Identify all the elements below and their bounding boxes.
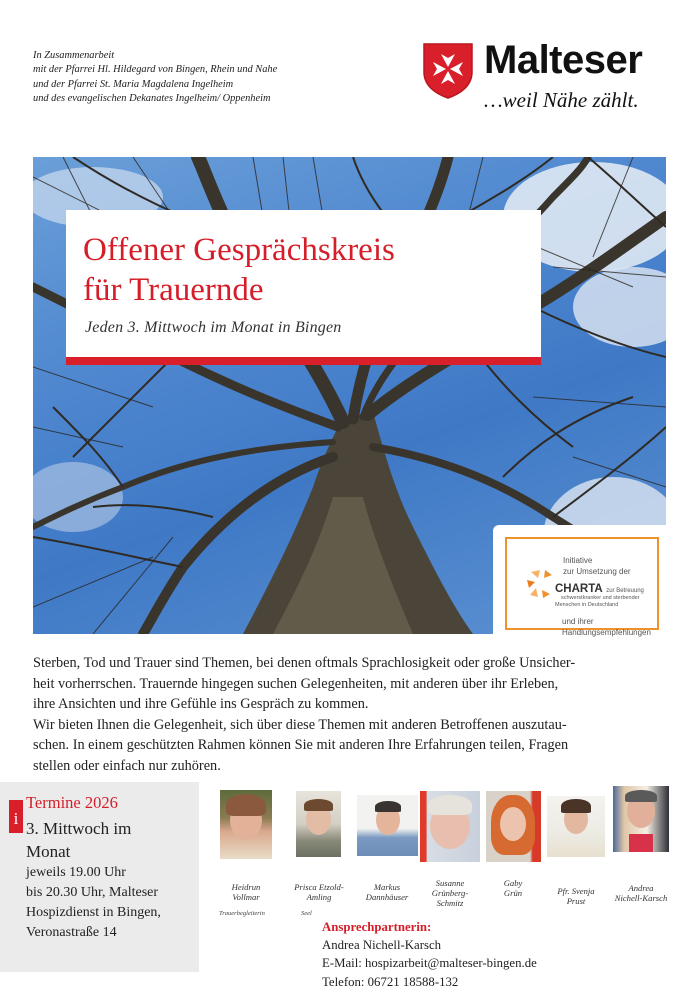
maltese-cross-shield-icon <box>422 42 474 99</box>
charta-line: schwerstkranker und sterbender <box>561 595 640 601</box>
member-name: Prisca Etzold- Amling <box>294 882 344 902</box>
charta-brand-word: CHARTA <box>555 583 603 595</box>
when-line: 3. Mittwoch im <box>26 819 132 838</box>
brand-tagline: …weil Nähe zählt. <box>484 88 639 112</box>
member-name: Pfr. Svenja Prust <box>557 886 595 906</box>
dates-box <box>0 782 199 972</box>
malteser-logo <box>422 38 662 114</box>
details-line: bis 20.30 Uhr, Malteser <box>26 885 159 900</box>
charta-line: Initiative <box>563 556 593 565</box>
partners-line: mit der Pfarrei Hl. Hildegard von Bingen, Rhein und Nahe <box>33 64 278 76</box>
avatar <box>357 795 418 856</box>
body-line: stellen oder einfach nur zuhören. <box>33 757 221 774</box>
charta-line: und ihrer <box>562 617 594 626</box>
member-role: Trauerbegleiterin <box>219 910 265 917</box>
charta-line: zur Umsetzung der <box>563 566 631 576</box>
avatar <box>613 786 669 852</box>
member-name: Markus Dannhäuser <box>365 882 409 902</box>
brand-name: Malteser <box>484 38 643 82</box>
title-card <box>66 210 541 365</box>
partners-line: und des evangelischen Dekanates Ingelheim/ Oppenheim <box>33 92 271 104</box>
info-icon: i <box>13 809 19 828</box>
avatar <box>220 790 272 859</box>
partners-line: In Zusammenarbeit <box>33 50 115 61</box>
dates-details <box>26 863 201 943</box>
dates-when <box>26 817 196 863</box>
contact-label: Ansprechpartnerin: <box>322 920 432 934</box>
details-line: Veronastraße 14 <box>26 925 117 940</box>
charta-small-text <box>555 595 640 609</box>
charta-intro <box>563 556 631 577</box>
member-name: Gaby Grün <box>503 878 523 898</box>
member-role: Seel <box>301 910 312 917</box>
page-subtitle: Jeden 3. Mittwoch im Monat in Bingen <box>85 319 342 336</box>
partners-line: und der Pfarrei St. Maria Magdalena Ingelheim <box>33 78 234 90</box>
body-line: Sterben, Tod und Trauer sind Themen, bei denen oftmals Sprachlosigkeit oder große Unsicher- <box>33 655 576 671</box>
details-line: jeweils 19.00 Uhr <box>26 865 126 880</box>
body-line: schen. In einem geschützten Rahmen können Sie mit anderen Ihre Erfahrungen teilen, Fragen <box>33 737 569 754</box>
charta-line: Handlungsempfehlungen <box>562 628 651 637</box>
contact-email[interactable]: E-Mail: hospizarbeit@malteser-bingen.de <box>322 956 537 971</box>
charta-line: Menschen in Deutschland <box>555 602 619 608</box>
team-gallery <box>215 786 700 926</box>
details-line: Hospizdienst in Bingen, <box>26 905 161 920</box>
contact-phone[interactable]: Telefon: 06721 18588-132 <box>322 974 459 989</box>
avatar <box>296 791 341 857</box>
body-line: heit vorherrschen. Trauernde hingegen suchen Gelegenheiten, mit anderen über ihr Erleben, <box>33 675 559 692</box>
charta-outro <box>562 616 651 638</box>
charta-brand-suffix: zur Betreuung <box>606 588 644 594</box>
member-name: Susanne Grünberg- Schmitz <box>431 878 469 908</box>
body-line: Wir bieten Ihnen die Gelegenheit, sich über diese Themen mit anderen Betroffenen auszutau- <box>33 716 567 733</box>
intro-paragraph <box>33 653 673 777</box>
avatar <box>486 791 541 862</box>
avatar <box>547 796 605 857</box>
partners-note <box>33 49 277 106</box>
page-title <box>83 230 395 310</box>
charta-brand <box>555 583 644 595</box>
title-line-2: für Trauernde <box>83 272 264 308</box>
title-accent-bar <box>66 357 541 365</box>
when-line: Monat <box>26 842 71 861</box>
body-line: ihre Ansichten und ihre Gefühle ins Gespräch zu kommen. <box>33 696 369 713</box>
dates-heading: Termine 2026 <box>26 793 118 812</box>
member-name: Andrea Nichell-Karsch <box>614 883 668 903</box>
info-marker <box>9 800 23 833</box>
avatar <box>420 791 480 862</box>
title-line-1: Offener Gesprächskreis <box>83 232 395 268</box>
contact-name: Andrea Nichell-Karsch <box>322 938 442 953</box>
charta-sun-icon <box>526 569 556 599</box>
charta-badge <box>493 525 666 637</box>
charta-frame <box>505 537 659 637</box>
contact-block <box>322 918 547 990</box>
member-name: Heidrun Vollmar <box>231 882 261 902</box>
